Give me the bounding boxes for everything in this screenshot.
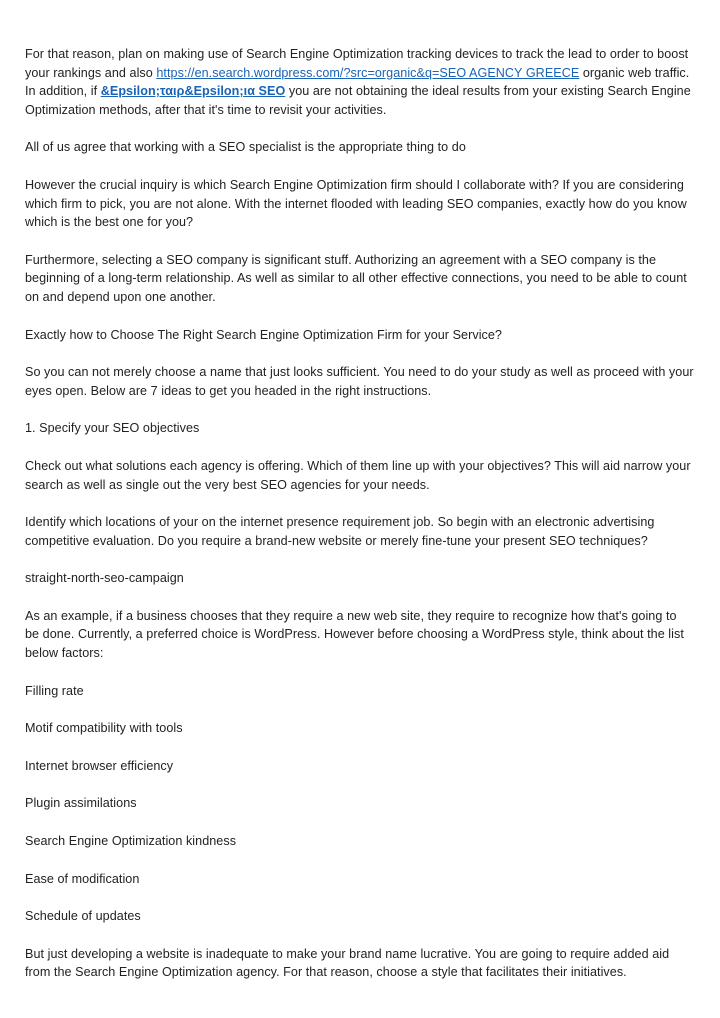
paragraph-conclusion: But just developing a website is inadequate to make your brand name lucrative. You are going to require added aid from the Search Engine Optimization agency. For that reason, choose a style that facilitates their initiatives. [25,946,670,980]
list-item: Internet browser efficiency [25,758,174,773]
wordpress-search-link[interactable]: https://en.search.wordpress.com/?src=organic&q=SEO AGENCY GREECE [156,65,580,80]
paragraph-selecting-company: Furthermore, selecting a SEO company is significant stuff. Authorizing an agreement with a SEO company is the beginning of a long-term relationship. As well as similar to all other effective connections, you need to be able to count on and depend upon one another. [25,252,687,304]
list-item: Ease of modification [25,871,140,886]
paragraph-how-to-choose: Exactly how to Choose The Right Search Engine Optimization Firm for your Service? [25,327,502,342]
paragraph-step-one: 1. Specify your SEO objectives [25,421,200,436]
list-item: Motif compatibility with tools [25,721,183,736]
paragraph-text: For that reason, plan on making use of Search Engine Optimization tracking devices to track the lead to order to boost your rankings and also [25,47,689,80]
paragraph-check-solutions: Check out what solutions each agency is offering. Which of them line up with your objectives? This will aid narrow your search as well as single out the very best SEO agencies for your needs. [25,458,691,492]
list-item: Plugin assimilations [25,796,137,811]
paragraph-intro [25,45,694,119]
paragraph-text: organic web traffic. In addition, if [25,65,690,99]
list-item: Search Engine Optimization kindness [25,834,237,849]
paragraph-identify-locations: Identify which locations of your on the internet presence requirement job. So begin with an electronic advertising competitive evaluation. Do you require a brand-new website or merely fine-tune your present SEO techniques? [25,515,655,548]
paragraph-text: you are not obtaining the ideal results from your existing Search Engine Optimization methods, after that it's time to revisit your activities. [25,84,691,117]
paragraph-wordpress-example: As an example, if a business chooses that they require a new web site, they require to recognize how that's going to be done. Currently, a preferred choice is WordPress. However before choosing a WordPress style, think about the list below factors: [25,608,684,661]
list-item: Filling rate [25,683,84,698]
paragraph-agreement: All of us agree that working with a SEO specialist is the appropriate thing to do [25,140,466,155]
paragraph-image-caption: straight-north-seo-campaign [25,571,184,586]
seo-company-link[interactable]: &Epsilon;ταιρ&Epsilon;ια SEO [100,84,286,99]
list-item: Schedule of updates [25,909,141,924]
paragraph-crucial-inquiry: However the crucial inquiry is which Search Engine Optimization firm should I collaborate with? If you are considering which firm to pick, you are not alone. With the internet flooded with leading SEO companies, exactly how do you know which is the best one for you? [25,177,687,230]
paragraph-seven-ideas: So you can not merely choose a name that just looks sufficient. You need to do your study as well as proceed with your eyes open. Below are 7 ideas to get you headed in the right instructions. [25,365,694,398]
